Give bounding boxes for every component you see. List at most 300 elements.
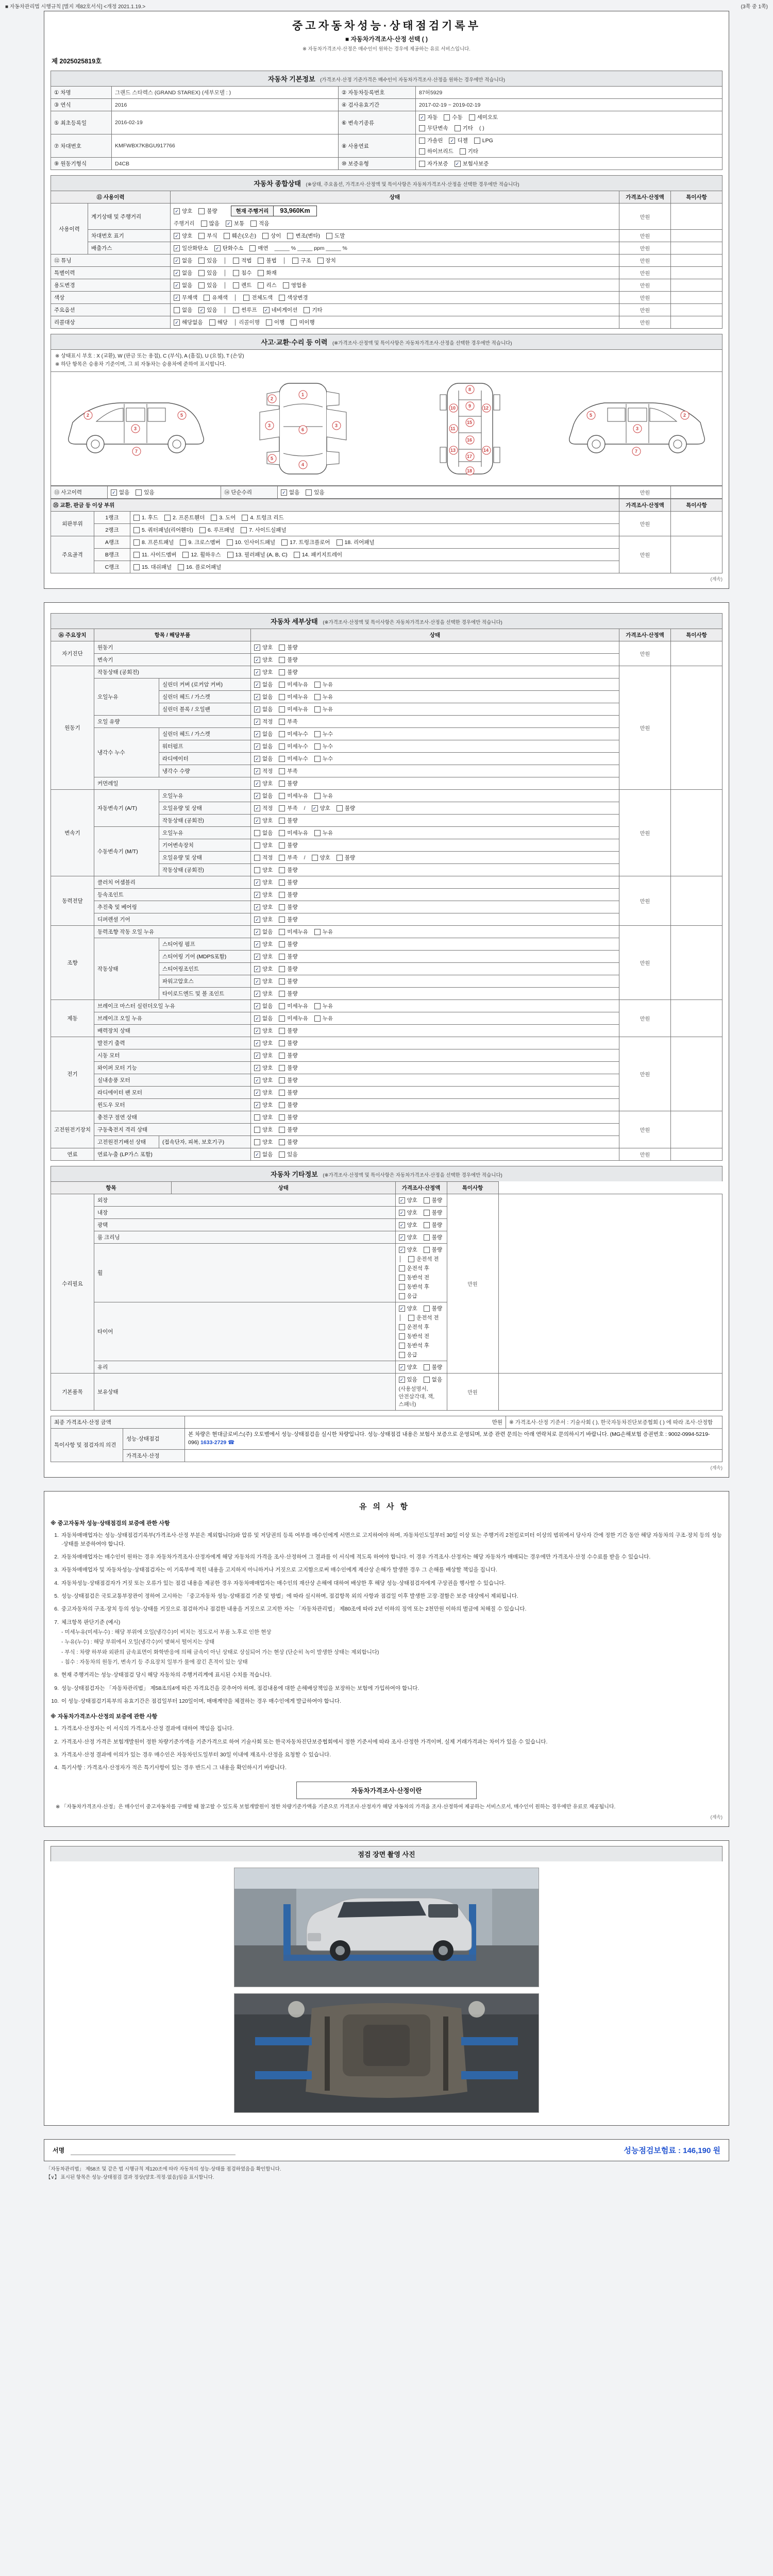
checkbox[interactable] — [399, 1275, 405, 1281]
checkbox[interactable] — [224, 233, 230, 239]
checkbox[interactable]: ✓ — [254, 719, 260, 725]
state-text: / — [304, 854, 306, 861]
checkbox[interactable] — [287, 233, 293, 239]
fineprint-line-1: 「자동차관리법」 제58조 및 같은 법 시행규칙 제120조에 따라 자동차의 성능·상태를 점검하였음을 확인합니다. — [46, 2166, 281, 2173]
checkbox[interactable]: ✓ — [254, 892, 260, 898]
checkbox-option — [198, 207, 217, 215]
checkbox[interactable] — [198, 258, 205, 264]
checkbox[interactable] — [474, 138, 480, 144]
checkbox[interactable] — [455, 125, 461, 131]
state-cell — [251, 654, 619, 666]
checkbox[interactable] — [314, 706, 321, 713]
checkbox[interactable] — [249, 245, 256, 251]
checkbox[interactable] — [314, 1015, 321, 1022]
item-label: 보유상태 — [94, 1374, 396, 1411]
checkbox[interactable]: ✓ — [455, 161, 461, 167]
state-content — [419, 89, 719, 96]
checkbox[interactable]: ✓ — [254, 645, 260, 651]
checkbox[interactable] — [279, 929, 285, 935]
checkbox[interactable] — [279, 991, 285, 997]
checkbox[interactable]: ✓ — [254, 954, 260, 960]
checkbox[interactable]: ✓ — [254, 793, 260, 799]
checkbox[interactable] — [399, 1343, 405, 1349]
panel-main-info — [44, 11, 729, 589]
checkbox[interactable] — [254, 867, 260, 873]
checkbox[interactable] — [419, 148, 425, 155]
checkbox[interactable] — [314, 793, 321, 799]
checkbox[interactable] — [233, 282, 239, 289]
col-header: 가격조사·산정액 — [395, 1182, 447, 1194]
item-label: 배력장치 상태 — [94, 1025, 251, 1037]
checkbox[interactable] — [337, 805, 343, 811]
checkbox[interactable] — [279, 1151, 285, 1158]
table-row — [51, 134, 722, 158]
checkbox-label: 양호 — [407, 1222, 417, 1228]
checkbox[interactable]: ✓ — [254, 1028, 260, 1034]
checkbox-label: 많음 — [209, 221, 220, 227]
section-title-misc — [51, 1166, 722, 1181]
checkbox[interactable] — [198, 208, 205, 214]
checkbox-option — [254, 804, 273, 812]
checkbox[interactable] — [136, 489, 142, 496]
checkbox[interactable] — [243, 295, 249, 301]
checkbox[interactable]: ✓ — [254, 941, 260, 947]
note-cell — [671, 876, 722, 926]
checkbox[interactable]: ✓ — [399, 1210, 405, 1216]
checkbox[interactable] — [279, 295, 285, 301]
checkbox[interactable] — [306, 489, 312, 496]
checkbox[interactable] — [227, 552, 233, 558]
checkbox-option — [399, 1323, 430, 1331]
checkbox[interactable]: ✓ — [254, 818, 260, 824]
checkbox-label: 없음 — [262, 793, 273, 799]
checkbox[interactable]: ✓ — [254, 1040, 260, 1046]
checkbox-label: 상이 — [271, 233, 281, 239]
checkbox[interactable] — [279, 1090, 285, 1096]
checkbox[interactable] — [444, 114, 450, 121]
state-content — [174, 281, 616, 289]
checkbox[interactable] — [279, 954, 285, 960]
checkbox[interactable] — [424, 1364, 430, 1370]
checkbox[interactable] — [279, 1003, 285, 1009]
checkbox[interactable]: ✓ — [226, 221, 232, 227]
checkbox[interactable] — [312, 855, 318, 861]
checkbox[interactable]: ✓ — [399, 1222, 405, 1228]
checkbox[interactable] — [279, 1102, 285, 1108]
checkbox[interactable]: ✓ — [174, 233, 180, 239]
checkbox[interactable] — [424, 1247, 430, 1253]
checkbox[interactable] — [279, 756, 285, 762]
checkbox[interactable]: ✓ — [254, 929, 260, 935]
checkbox[interactable] — [314, 743, 321, 750]
checkbox[interactable] — [133, 552, 140, 558]
checkbox[interactable] — [133, 515, 140, 521]
checkbox[interactable]: ✓ — [214, 245, 221, 251]
checkbox[interactable] — [399, 1333, 405, 1340]
field-value — [416, 111, 722, 134]
state-cell — [251, 876, 619, 889]
checkbox[interactable] — [279, 978, 285, 985]
checkbox[interactable] — [133, 564, 140, 570]
checkbox[interactable] — [279, 818, 285, 824]
checkbox[interactable] — [279, 879, 285, 886]
table-row — [51, 1148, 722, 1161]
device-group: 조향 — [51, 926, 94, 1000]
checkbox[interactable]: ✓ — [449, 138, 455, 144]
table-row — [51, 111, 722, 134]
checkbox[interactable] — [281, 539, 288, 546]
checkbox[interactable] — [266, 319, 272, 326]
checkbox[interactable] — [424, 1222, 430, 1228]
checkbox[interactable] — [317, 258, 324, 264]
checkbox[interactable] — [314, 830, 321, 836]
checkbox[interactable] — [279, 669, 285, 675]
checkbox[interactable]: ✓ — [399, 1306, 405, 1312]
col-header: 항목 / 해당부품 — [94, 629, 251, 641]
checkbox[interactable] — [254, 1139, 260, 1145]
checkbox[interactable] — [337, 855, 343, 861]
checkbox-label: 적정 — [262, 855, 273, 861]
notices-section-1-title: ※ 중고자동차 성능·상태점검의 보증에 관한 사항 — [51, 1520, 170, 1527]
checkbox[interactable] — [279, 719, 285, 725]
checkbox[interactable] — [254, 842, 260, 849]
notice-item — [51, 1724, 722, 1733]
checkbox[interactable]: ✓ — [254, 1151, 260, 1158]
checkbox[interactable] — [399, 1352, 405, 1358]
checkbox[interactable]: ✓ — [254, 657, 260, 663]
checkbox[interactable]: ✓ — [254, 991, 260, 997]
subitem-label: 스티어링 펌프 — [159, 938, 251, 951]
checkbox[interactable] — [279, 867, 285, 873]
checkbox[interactable]: ✓ — [174, 208, 180, 214]
checkbox[interactable] — [279, 1114, 285, 1121]
checkbox[interactable] — [279, 657, 285, 663]
checkbox-option — [254, 1126, 273, 1133]
checkbox[interactable]: ✓ — [254, 1015, 260, 1022]
checkbox-label: 양호 — [407, 1306, 417, 1312]
checkbox[interactable] — [314, 756, 321, 762]
checkbox-option — [279, 705, 308, 713]
state-content — [254, 1101, 616, 1109]
checkbox[interactable]: ✓ — [111, 489, 117, 496]
checkbox[interactable]: ✓ — [254, 669, 260, 675]
notice-item — [51, 1566, 722, 1574]
checkbox[interactable] — [279, 743, 285, 750]
state-content — [254, 990, 616, 997]
checkbox[interactable]: ✓ — [254, 706, 260, 713]
checkbox[interactable] — [279, 731, 285, 737]
checkbox[interactable] — [314, 929, 321, 935]
checkbox[interactable]: ✓ — [263, 307, 270, 313]
notice-number: 3. — [54, 1751, 59, 1758]
checkbox-label: 미세누수 — [287, 731, 308, 737]
damage-code-legend — [51, 349, 722, 371]
checkbox[interactable] — [279, 706, 285, 713]
checkbox[interactable] — [279, 805, 285, 811]
subitem-label: 실린더 헤드 / 가스켓 — [159, 691, 251, 703]
checkbox[interactable] — [174, 307, 180, 313]
checkbox[interactable]: ✓ — [254, 978, 260, 985]
checkbox-option — [254, 1014, 273, 1022]
checkbox[interactable] — [279, 904, 285, 910]
checkbox-option — [279, 829, 308, 837]
checkbox[interactable] — [337, 539, 343, 546]
checkbox[interactable]: ✓ — [174, 282, 180, 289]
svg-text:4: 4 — [301, 462, 305, 467]
checkbox[interactable] — [258, 282, 264, 289]
checkbox[interactable] — [279, 694, 285, 700]
car-diagram-side-right — [559, 377, 714, 480]
checkbox[interactable] — [399, 1265, 405, 1272]
checkbox[interactable] — [408, 1315, 414, 1321]
notice-subitem: - 누유(누수) : 해당 부위에서 오일(냉각수)이 맺혀서 떨어지는 상태 — [61, 1639, 215, 1646]
checkbox[interactable] — [279, 892, 285, 898]
checkbox[interactable] — [198, 282, 205, 289]
device-group: 원동기 — [51, 666, 94, 790]
table-row — [51, 926, 722, 938]
note-cell — [671, 255, 722, 267]
checkbox[interactable]: ✓ — [254, 904, 260, 910]
checkbox[interactable] — [242, 515, 248, 521]
checkbox[interactable]: ✓ — [399, 1247, 405, 1253]
checkbox[interactable]: ✓ — [254, 917, 260, 923]
detail-condition-table — [51, 629, 722, 1161]
checkbox[interactable]: ✓ — [174, 245, 180, 251]
item-label: 고전원전기배선 상태 — [94, 1136, 159, 1148]
checkbox[interactable]: ✓ — [254, 1102, 260, 1108]
checkbox-label: 없음 — [182, 307, 193, 313]
state-content — [254, 1150, 616, 1158]
checkbox-option — [399, 1274, 430, 1281]
checkbox[interactable] — [291, 319, 297, 326]
checkbox[interactable] — [279, 1053, 285, 1059]
checkbox[interactable] — [424, 1377, 430, 1383]
checkbox[interactable] — [279, 768, 285, 774]
checkbox[interactable] — [180, 539, 186, 546]
checkbox[interactable]: ✓ — [254, 781, 260, 787]
item-label: 와이퍼 모터 기능 — [94, 1062, 251, 1074]
checkbox[interactable] — [198, 270, 205, 276]
checkbox[interactable] — [460, 148, 466, 155]
notice-text: 이 성능·상태점검기록부의 유효기간은 점검일부터 120일이며, 매매계약을 체결하는 경우 매수인에게 발급하여야 합니다. — [61, 1698, 341, 1704]
checkbox[interactable] — [314, 731, 321, 737]
checkbox-label: 양호 — [262, 978, 273, 985]
checkbox-option — [424, 1233, 442, 1241]
checkbox[interactable] — [314, 694, 321, 700]
checkbox[interactable]: ✓ — [254, 966, 260, 972]
checkbox[interactable]: ✓ — [399, 1234, 405, 1241]
checkbox[interactable]: ✓ — [254, 1065, 260, 1071]
checkbox[interactable]: ✓ — [399, 1364, 405, 1370]
subitem-label: 오일누유 — [159, 827, 251, 839]
signature-label: 서명 — [53, 2147, 65, 2155]
checkbox-label: 12. 휠하우스 — [191, 552, 221, 558]
checkbox[interactable] — [262, 233, 268, 239]
checkbox[interactable] — [279, 645, 285, 651]
checkbox[interactable]: ✓ — [198, 307, 205, 313]
checkbox[interactable] — [279, 1077, 285, 1083]
checkbox[interactable] — [198, 233, 205, 239]
checkbox[interactable] — [399, 1284, 405, 1290]
checkbox[interactable] — [279, 1040, 285, 1046]
checkbox[interactable] — [178, 564, 184, 570]
checkbox[interactable]: ✓ — [254, 805, 260, 811]
checkbox[interactable] — [292, 258, 298, 264]
checkbox[interactable] — [182, 552, 189, 558]
checkbox[interactable] — [133, 527, 140, 533]
field-value — [416, 99, 722, 111]
checkbox-option — [455, 160, 489, 167]
checkbox-label: 누유 — [322, 682, 333, 688]
checkbox[interactable] — [254, 1127, 260, 1133]
checkbox[interactable]: ✓ — [174, 270, 180, 276]
checkbox[interactable] — [233, 307, 239, 313]
checkbox-option — [174, 281, 192, 289]
checkbox[interactable] — [258, 258, 264, 264]
checkbox[interactable]: ✓ — [254, 756, 260, 762]
checkbox[interactable] — [254, 830, 260, 836]
checkbox[interactable] — [469, 114, 475, 121]
checkbox-option — [254, 1101, 273, 1109]
state-cell — [251, 716, 619, 728]
state-cell — [395, 1244, 447, 1302]
checkbox[interactable] — [279, 1065, 285, 1071]
checkbox[interactable] — [209, 319, 215, 326]
checkbox[interactable] — [408, 1256, 414, 1262]
checkbox-option — [279, 916, 297, 923]
checkbox[interactable] — [279, 1127, 285, 1133]
checkbox[interactable] — [279, 1015, 285, 1022]
section-label: 자동차 기본정보 — [267, 75, 315, 83]
notice-subitem: - 침수 : 자동차의 원동기, 변속기 등 주요장치 일부가 물에 잠긴 흔적이 있는 상태 — [61, 1658, 248, 1665]
checkbox[interactable] — [279, 842, 285, 849]
checkbox[interactable] — [294, 552, 300, 558]
checkbox[interactable] — [279, 941, 285, 947]
notice-text: 자동차성능·상태점검자가 거짓 또는 오류가 있는 점검 내용을 제공한 경우 자동차매매업자는 매수인의 재산상 손해에 대하여 배상한 후 해당 성능·상태점검자에게 구상권을 행사할 수 있습니다. — [61, 1580, 506, 1586]
checkbox[interactable] — [279, 855, 285, 861]
checkbox-option — [314, 693, 333, 701]
checkbox[interactable] — [279, 830, 285, 836]
checkbox[interactable] — [419, 161, 425, 167]
checkbox[interactable]: ✓ — [312, 805, 318, 811]
checkbox[interactable] — [254, 1114, 260, 1121]
checkbox-label: 불량 — [431, 1197, 443, 1204]
checkbox[interactable] — [424, 1234, 430, 1241]
checkbox[interactable] — [164, 515, 171, 521]
checkbox[interactable]: ✓ — [254, 731, 260, 737]
checkbox[interactable]: ✓ — [419, 114, 425, 121]
checkbox[interactable]: ✓ — [174, 258, 180, 264]
notice-number: 5. — [54, 1593, 59, 1600]
checkbox[interactable] — [279, 1139, 285, 1145]
notice-item — [51, 1697, 722, 1706]
form-page — [44, 11, 729, 2181]
state-cell — [251, 1087, 619, 1099]
svg-text:2: 2 — [271, 396, 274, 401]
checkbox[interactable] — [419, 138, 425, 144]
checkbox[interactable] — [279, 682, 285, 688]
checkbox[interactable] — [283, 282, 289, 289]
checkbox[interactable]: ✓ — [254, 743, 260, 750]
checkbox[interactable] — [424, 1306, 430, 1312]
checkbox[interactable] — [133, 539, 140, 546]
checkbox-label: 무채색 — [182, 295, 198, 301]
checkbox-option — [174, 306, 192, 314]
checkbox-label: 적법 — [241, 258, 252, 264]
notice-number: 6. — [54, 1606, 59, 1613]
checkbox[interactable] — [419, 125, 425, 131]
checkbox[interactable]: ✓ — [281, 489, 287, 496]
checkbox[interactable] — [314, 1003, 321, 1009]
checkbox[interactable] — [233, 270, 239, 276]
checkbox[interactable] — [424, 1210, 430, 1216]
checkbox[interactable] — [204, 295, 210, 301]
checkbox-option — [279, 681, 308, 688]
state-content — [254, 1113, 616, 1121]
checkbox[interactable] — [399, 1324, 405, 1330]
checkbox[interactable] — [227, 539, 233, 546]
checkbox[interactable] — [254, 855, 260, 861]
checkbox-label: 양호 — [407, 1247, 417, 1253]
checkbox[interactable] — [211, 515, 217, 521]
checkbox-option — [199, 526, 234, 534]
checkbox[interactable] — [424, 1197, 430, 1204]
parts-cell — [130, 536, 619, 549]
checkbox[interactable]: ✓ — [254, 1090, 260, 1096]
checkbox[interactable] — [201, 221, 207, 227]
checkbox[interactable] — [304, 307, 310, 313]
checkbox[interactable] — [314, 682, 321, 688]
checkbox[interactable] — [279, 966, 285, 972]
checkbox-label: 양호 — [262, 941, 273, 947]
checkbox-option — [314, 730, 333, 738]
checkbox[interactable]: ✓ — [399, 1377, 405, 1383]
rank-label: C랭크 — [94, 561, 130, 573]
checkbox[interactable] — [279, 781, 285, 787]
checkbox[interactable]: ✓ — [254, 1077, 260, 1083]
checkbox[interactable]: ✓ — [254, 879, 260, 886]
checkbox[interactable]: ✓ — [174, 295, 180, 301]
checkbox[interactable] — [279, 917, 285, 923]
checkbox[interactable] — [279, 793, 285, 799]
checkbox[interactable]: ✓ — [254, 694, 260, 700]
checkbox-option — [254, 1002, 273, 1010]
checkbox[interactable]: ✓ — [254, 1003, 260, 1009]
notice-item — [51, 1684, 722, 1693]
checkbox[interactable] — [241, 527, 247, 533]
checkbox-label: 불량 — [287, 1139, 298, 1145]
checkbox[interactable]: ✓ — [254, 1053, 260, 1059]
checkbox[interactable]: ✓ — [174, 319, 180, 326]
checkbox[interactable] — [399, 1293, 405, 1299]
checkbox[interactable] — [199, 527, 206, 533]
checkbox[interactable] — [233, 258, 239, 264]
state-content — [254, 643, 616, 651]
checkbox[interactable]: ✓ — [254, 682, 260, 688]
checkbox[interactable]: ✓ — [254, 768, 260, 774]
signature-field[interactable] — [71, 2145, 236, 2155]
checkbox-option — [254, 841, 273, 849]
checkbox[interactable] — [258, 270, 264, 276]
checkbox-option — [227, 538, 275, 546]
svg-text:18: 18 — [466, 468, 472, 473]
checkbox[interactable] — [279, 1028, 285, 1034]
checkbox[interactable] — [250, 221, 257, 227]
checkbox[interactable] — [326, 233, 332, 239]
note-cell — [671, 279, 722, 292]
table-row — [51, 1449, 722, 1462]
checkbox[interactable]: ✓ — [399, 1197, 405, 1204]
